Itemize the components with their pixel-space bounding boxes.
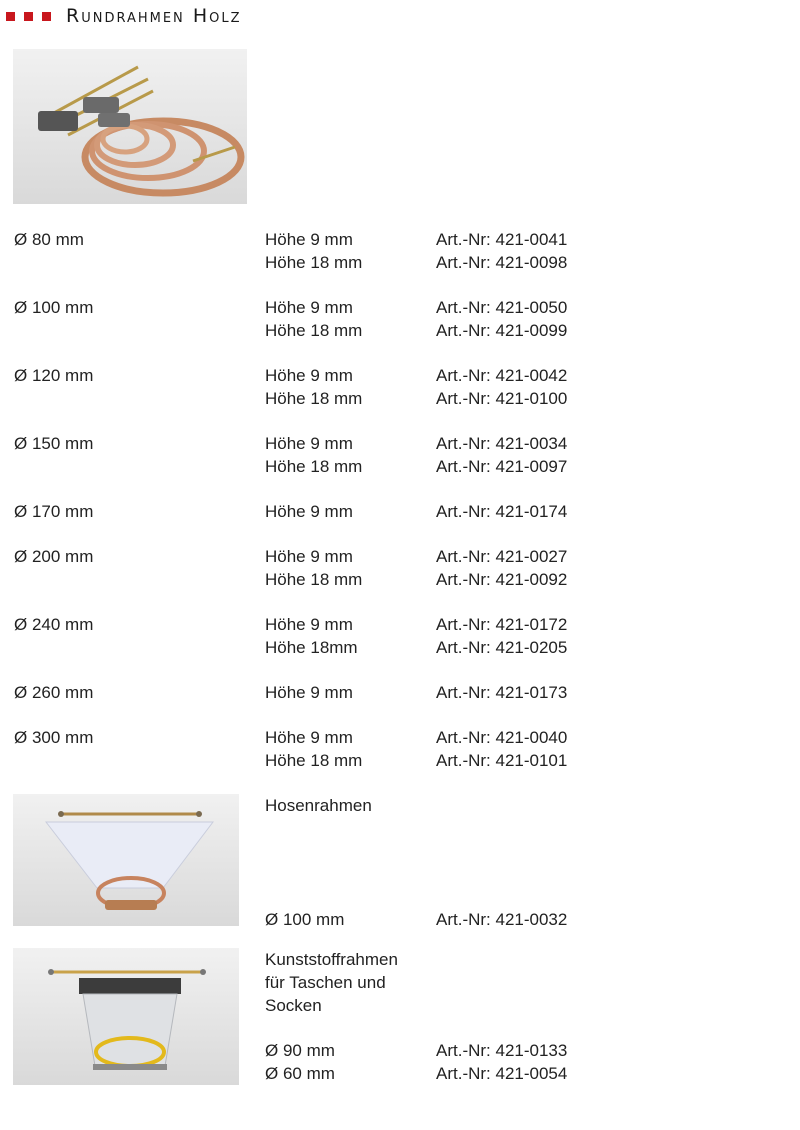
row-diameter: Ø 260 mm: [14, 683, 94, 702]
row-article: Art.-Nr: 421-0098: [436, 253, 568, 272]
page-header: [6, 4, 242, 28]
hosenrahmen-diameter: Ø 100 mm: [265, 910, 345, 929]
bullet-square-icon: [24, 12, 33, 21]
row-article: Art.-Nr: 421-0034: [436, 434, 568, 453]
bullet-square-icon: [6, 12, 15, 21]
row-diameter: Ø 120 mm: [14, 366, 94, 385]
round-hoops-photo: [13, 49, 247, 204]
kunststoff-diameter: Ø 90 mm: [265, 1041, 335, 1060]
row-diameter: Ø 200 mm: [14, 547, 94, 566]
row-height: Höhe 18 mm: [265, 457, 363, 476]
row-height: Höhe 9 mm: [265, 615, 353, 634]
row-height: Höhe 9 mm: [265, 298, 353, 317]
kunststoff-title-line: für Taschen und: [265, 973, 386, 992]
kunststoffrahmen-photo: [13, 948, 239, 1085]
row-diameter: Ø 80 mm: [14, 230, 84, 249]
row-article: Art.-Nr: 421-0050: [436, 298, 568, 317]
row-article: Art.-Nr: 421-0097: [436, 457, 568, 476]
row-height: Höhe 9 mm: [265, 366, 353, 385]
page-title: Rundrahmen Holz: [66, 5, 242, 27]
hosenrahmen-title: Hosenrahmen: [265, 796, 372, 815]
row-height: Höhe 18 mm: [265, 570, 363, 589]
row-article: Art.-Nr: 421-0172: [436, 615, 568, 634]
row-diameter: Ø 100 mm: [14, 298, 94, 317]
hosenrahmen-article: Art.-Nr: 421-0032: [436, 910, 568, 929]
kunststoff-diameter: Ø 60 mm: [265, 1064, 335, 1083]
row-article: Art.-Nr: 421-0099: [436, 321, 568, 340]
row-article: Art.-Nr: 421-0040: [436, 728, 568, 747]
row-article: Art.-Nr: 421-0173: [436, 683, 568, 702]
bullet-square-icon: [42, 12, 51, 21]
row-diameter: Ø 150 mm: [14, 434, 94, 453]
hosenrahmen-photo: [13, 794, 239, 926]
kunststoff-title-line: Socken: [265, 996, 322, 1015]
row-article: Art.-Nr: 421-0041: [436, 230, 568, 249]
row-height: Höhe 9 mm: [265, 728, 353, 747]
row-height: Höhe 9 mm: [265, 547, 353, 566]
row-height: Höhe 18 mm: [265, 751, 363, 770]
row-diameter: Ø 170 mm: [14, 502, 94, 521]
row-height: Höhe 9 mm: [265, 683, 353, 702]
row-article: Art.-Nr: 421-0027: [436, 547, 568, 566]
row-height: Höhe 18 mm: [265, 253, 363, 272]
row-article: Art.-Nr: 421-0205: [436, 638, 568, 657]
row-article: Art.-Nr: 421-0101: [436, 751, 568, 770]
row-article: Art.-Nr: 421-0174: [436, 502, 568, 521]
row-height: Höhe 9 mm: [265, 230, 353, 249]
row-diameter: Ø 240 mm: [14, 615, 94, 634]
row-height: Höhe 18 mm: [265, 389, 363, 408]
row-height: Höhe 9 mm: [265, 502, 353, 521]
kunststoff-article: Art.-Nr: 421-0054: [436, 1064, 568, 1083]
row-height: Höhe 18 mm: [265, 321, 363, 340]
kunststoff-title-line: Kunststoffrahmen: [265, 950, 398, 969]
row-article: Art.-Nr: 421-0100: [436, 389, 568, 408]
row-diameter: Ø 300 mm: [14, 728, 94, 747]
row-height: Höhe 9 mm: [265, 434, 353, 453]
row-article: Art.-Nr: 421-0042: [436, 366, 568, 385]
row-height: Höhe 18mm: [265, 638, 358, 657]
row-article: Art.-Nr: 421-0092: [436, 570, 568, 589]
kunststoff-article: Art.-Nr: 421-0133: [436, 1041, 568, 1060]
